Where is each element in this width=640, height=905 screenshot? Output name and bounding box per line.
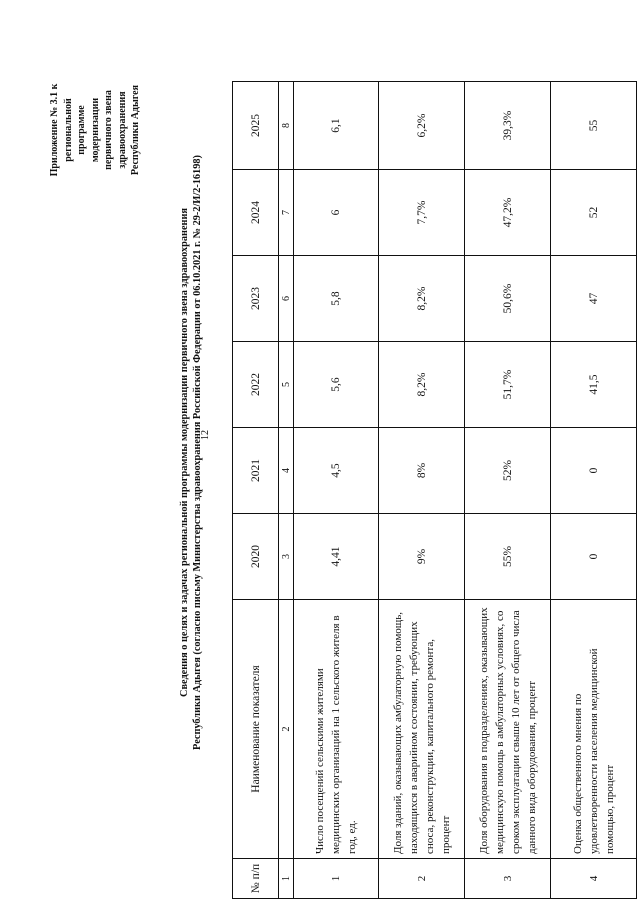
value-2025: 39,3% bbox=[465, 82, 551, 170]
column-header: 2022 bbox=[233, 342, 279, 428]
value-2024: 6 bbox=[293, 170, 379, 256]
indicator-name-text: Число посещений сельскими жителями медицинских организаций на 1 сельского жителя в год, ед. bbox=[314, 615, 358, 854]
indicator-name bbox=[551, 600, 637, 859]
row-index: 3 bbox=[465, 859, 551, 899]
value-2020: 4,41 bbox=[293, 514, 379, 600]
row-index: 4 bbox=[551, 859, 637, 899]
heading-line-1: Сведения о целях и задачах региональной программы модернизации первичного звена здравоохранения bbox=[179, 208, 190, 697]
column-number: 1 bbox=[279, 859, 293, 899]
value-2021: 4,5 bbox=[293, 428, 379, 514]
value-2024: 47,2% bbox=[465, 170, 551, 256]
column-header: 2021 bbox=[233, 428, 279, 514]
value-2022: 51,7% bbox=[465, 342, 551, 428]
value-2024: 7,7% bbox=[379, 170, 465, 256]
column-number: 6 bbox=[279, 256, 293, 342]
table-header-row bbox=[233, 82, 279, 899]
value-2023: 5,8 bbox=[293, 256, 379, 342]
column-number: 7 bbox=[279, 170, 293, 256]
column-header: 2023 bbox=[233, 256, 279, 342]
appendix-line: модернизации bbox=[89, 97, 101, 163]
column-number: 2 bbox=[279, 600, 293, 859]
indicator-name bbox=[293, 600, 379, 859]
value-2023: 50,6% bbox=[465, 256, 551, 342]
column-number: 3 bbox=[279, 514, 293, 600]
column-header: Наименование показателя bbox=[233, 600, 279, 859]
indicator-name-text: Доля оборудования в подразделениях, оказывающих медицинскую помощь в амбулаторных условиях, со сроком эксплуатации свыше 10 лет от общего числа данного вида оборудования, процент bbox=[477, 607, 538, 854]
appendix-line: первичного звена bbox=[103, 90, 114, 170]
value-2021: 52% bbox=[465, 428, 551, 514]
indicator-name-text: Оценка общественного мнения по удовлетворенности населения медицинской помощью, процент bbox=[571, 648, 616, 854]
document-heading bbox=[178, 0, 204, 905]
value-2021: 0 bbox=[551, 428, 637, 514]
appendix-line: программе bbox=[76, 105, 87, 155]
appendix-note bbox=[48, 65, 143, 195]
appendix-line: Республики Адыгея bbox=[130, 84, 141, 176]
value-2020: 55% bbox=[465, 514, 551, 600]
indicators-table bbox=[232, 81, 637, 899]
column-header: 2025 bbox=[233, 82, 279, 170]
appendix-line: Приложение № 3.1 к bbox=[49, 83, 60, 177]
table-row bbox=[379, 82, 465, 899]
value-2023: 8,2% bbox=[379, 256, 465, 342]
value-2025: 55 bbox=[551, 82, 637, 170]
value-2025: 6,1 bbox=[293, 82, 379, 170]
heading-line-2: Республики Адыгея (согласно письму Министерства здравоохранения Российской Федерации от 06.10.2021 г. № 29-2/И/2-16198) bbox=[192, 155, 203, 750]
table-row bbox=[293, 82, 379, 899]
column-header: 2024 bbox=[233, 170, 279, 256]
value-2025: 6,2% bbox=[379, 82, 465, 170]
table-row bbox=[551, 82, 637, 899]
value-2020: 0 bbox=[551, 514, 637, 600]
value-2020: 9% bbox=[379, 514, 465, 600]
table-row bbox=[465, 82, 551, 899]
column-number: 8 bbox=[279, 82, 293, 170]
indicator-name bbox=[379, 600, 465, 859]
column-number: 5 bbox=[279, 342, 293, 428]
value-2024: 52 bbox=[551, 170, 637, 256]
value-2021: 8% bbox=[379, 428, 465, 514]
value-2022: 5,6 bbox=[293, 342, 379, 428]
value-2022: 41,5 bbox=[551, 342, 637, 428]
appendix-line: региональной bbox=[62, 98, 74, 162]
value-2023: 47 bbox=[551, 256, 637, 342]
column-header: 2020 bbox=[233, 514, 279, 600]
appendix-line: здравоохранения bbox=[116, 91, 128, 169]
row-index: 1 bbox=[293, 859, 379, 899]
column-number: 4 bbox=[279, 428, 293, 514]
indicator-name-text: Доля зданий, оказывающих амбулаторную помощь, находящихся в аварийном состоянии, требующих сноса, реконструкции, капитального ремонта, процент bbox=[391, 611, 452, 854]
column-number-row bbox=[279, 82, 293, 899]
value-2022: 8,2% bbox=[379, 342, 465, 428]
indicator-name bbox=[465, 600, 551, 859]
row-index: 2 bbox=[379, 859, 465, 899]
page-number: 12 bbox=[200, 430, 211, 440]
column-header: № п/п bbox=[233, 859, 279, 899]
